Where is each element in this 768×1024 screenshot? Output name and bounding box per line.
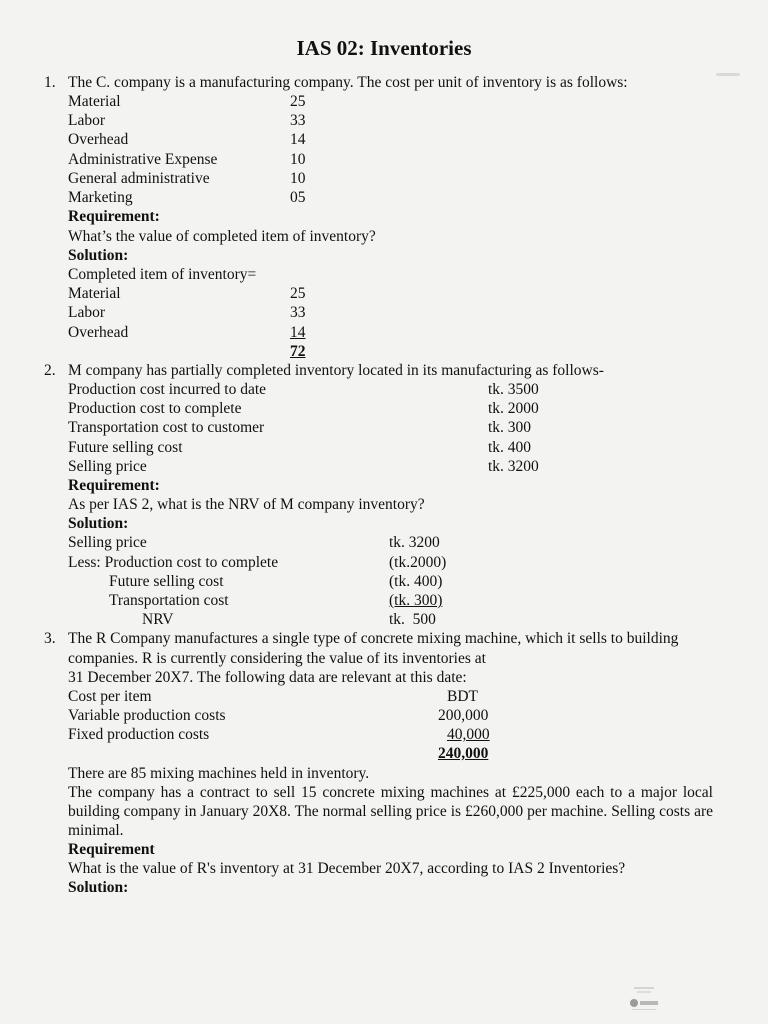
q2-requirement-heading: Requirement: bbox=[68, 477, 160, 494]
q1-solution-label: Material bbox=[68, 285, 121, 302]
q3-solution-heading: Solution: bbox=[68, 879, 129, 896]
q1-solution-total: 72 bbox=[290, 343, 306, 360]
q1-cost-value: 05 bbox=[290, 189, 306, 206]
q3-row-value: 40,000 bbox=[447, 726, 490, 743]
q1-cost-value: 14 bbox=[290, 131, 306, 148]
q2-item-label: Future selling cost bbox=[68, 439, 183, 456]
q2-solution-value: (tk.2000) bbox=[389, 554, 447, 571]
q1-solution-heading: Solution: bbox=[68, 247, 129, 264]
q3-paragraph: There are 85 mixing machines held in inventory. bbox=[68, 765, 370, 782]
q1-cost-value: 25 bbox=[290, 93, 306, 110]
q1-requirement-heading: Requirement: bbox=[68, 208, 160, 225]
q2-solution-value: tk. 3200 bbox=[389, 534, 440, 551]
q1-intro: The C. company is a manufacturing company. The cost per unit of inventory is as follows: bbox=[68, 74, 628, 91]
q2-item-label: Transportation cost to customer bbox=[68, 419, 265, 436]
q1-cost-value: 10 bbox=[290, 151, 306, 168]
q1-requirement-text: What’s the value of completed item of inventory? bbox=[68, 228, 376, 245]
q1-cost-value: 33 bbox=[290, 112, 306, 129]
q2-item-label: Selling price bbox=[68, 458, 147, 475]
q3-requirement-heading: Requirement bbox=[68, 841, 155, 858]
page-title: IAS 02: Inventories bbox=[296, 36, 472, 60]
q3-cost-header: Cost per item bbox=[68, 688, 152, 705]
q1-cost-label: Administrative Expense bbox=[68, 151, 218, 168]
q1-cost-label: Marketing bbox=[68, 189, 133, 206]
scan-mark bbox=[716, 73, 740, 76]
q3-row-label: Fixed production costs bbox=[68, 726, 210, 743]
q1-solution-intro: Completed item of inventory= bbox=[68, 266, 257, 283]
q2-solution-label: Selling price bbox=[68, 534, 147, 551]
q2-item-value: tk. 300 bbox=[488, 419, 532, 436]
q2-number: 2. bbox=[44, 362, 56, 379]
q2-solution-heading: Solution: bbox=[68, 515, 129, 532]
q1-solution-value: 33 bbox=[290, 304, 306, 321]
q2-intro: M company has partially completed inventory located in its manufacturing as follows- bbox=[68, 362, 604, 379]
q3-row-label: Variable production costs bbox=[68, 707, 226, 724]
q3-intro-line: 31 December 20X7. The following data are relevant at this date: bbox=[68, 669, 467, 686]
q2-requirement-text: As per IAS 2, what is the NRV of M company inventory? bbox=[68, 496, 425, 513]
q3-intro-line: companies. R is currently considering the value of its inventories at bbox=[68, 650, 486, 667]
q1-cost-label: Material bbox=[68, 93, 121, 110]
q2-solution-label: Less: Production cost to complete bbox=[68, 554, 279, 571]
q2-solution-nrv-value: tk. 500 bbox=[389, 611, 436, 628]
q2-item-value: tk. 3500 bbox=[488, 381, 539, 398]
q3-currency: BDT bbox=[447, 688, 478, 705]
q1-cost-value: 10 bbox=[290, 170, 306, 187]
q3-total: 240,000 bbox=[438, 745, 489, 762]
q2-item-value: tk. 400 bbox=[488, 439, 532, 456]
q1-cost-label: Overhead bbox=[68, 131, 129, 148]
q1-solution-value: 25 bbox=[290, 285, 306, 302]
q1-solution-label: Overhead bbox=[68, 324, 129, 341]
scanner-watermark-icon bbox=[628, 985, 660, 1013]
q3-intro-line: The R Company manufactures a single type of concrete mixing machine, which it sells to building bbox=[68, 630, 679, 647]
q3-requirement-text: What is the value of R's inventory at 31 December 20X7, according to IAS 2 Inventories? bbox=[68, 860, 626, 877]
q1-cost-label: General administrative bbox=[68, 170, 210, 187]
q2-solution-value: (tk. 400) bbox=[389, 573, 443, 590]
q1-cost-label: Labor bbox=[68, 112, 106, 129]
q2-solution-nrv-label: NRV bbox=[142, 611, 174, 628]
q3-number: 3. bbox=[44, 630, 56, 647]
q2-item-label: Production cost to complete bbox=[68, 400, 242, 417]
q1-solution-label: Labor bbox=[68, 304, 106, 321]
q1-number: 1. bbox=[44, 74, 56, 91]
q2-item-label: Production cost incurred to date bbox=[68, 381, 267, 398]
q3-paragraph: The company has a contract to sell 15 concrete mixing machines at £225,000 each to a major local building company in January 20X8. The normal selling price is £260,000 per machine. Selling costs are minimal. bbox=[68, 784, 713, 839]
q2-item-value: tk. 2000 bbox=[488, 400, 539, 417]
q2-solution-label: Future selling cost bbox=[109, 573, 224, 590]
q2-solution-label: Transportation cost bbox=[109, 592, 229, 609]
q3-row-value: 200,000 bbox=[438, 707, 489, 724]
q2-item-value: tk. 3200 bbox=[488, 458, 539, 475]
q1-solution-value: 14 bbox=[290, 324, 306, 341]
q2-solution-value: (tk. 300) bbox=[389, 592, 443, 609]
